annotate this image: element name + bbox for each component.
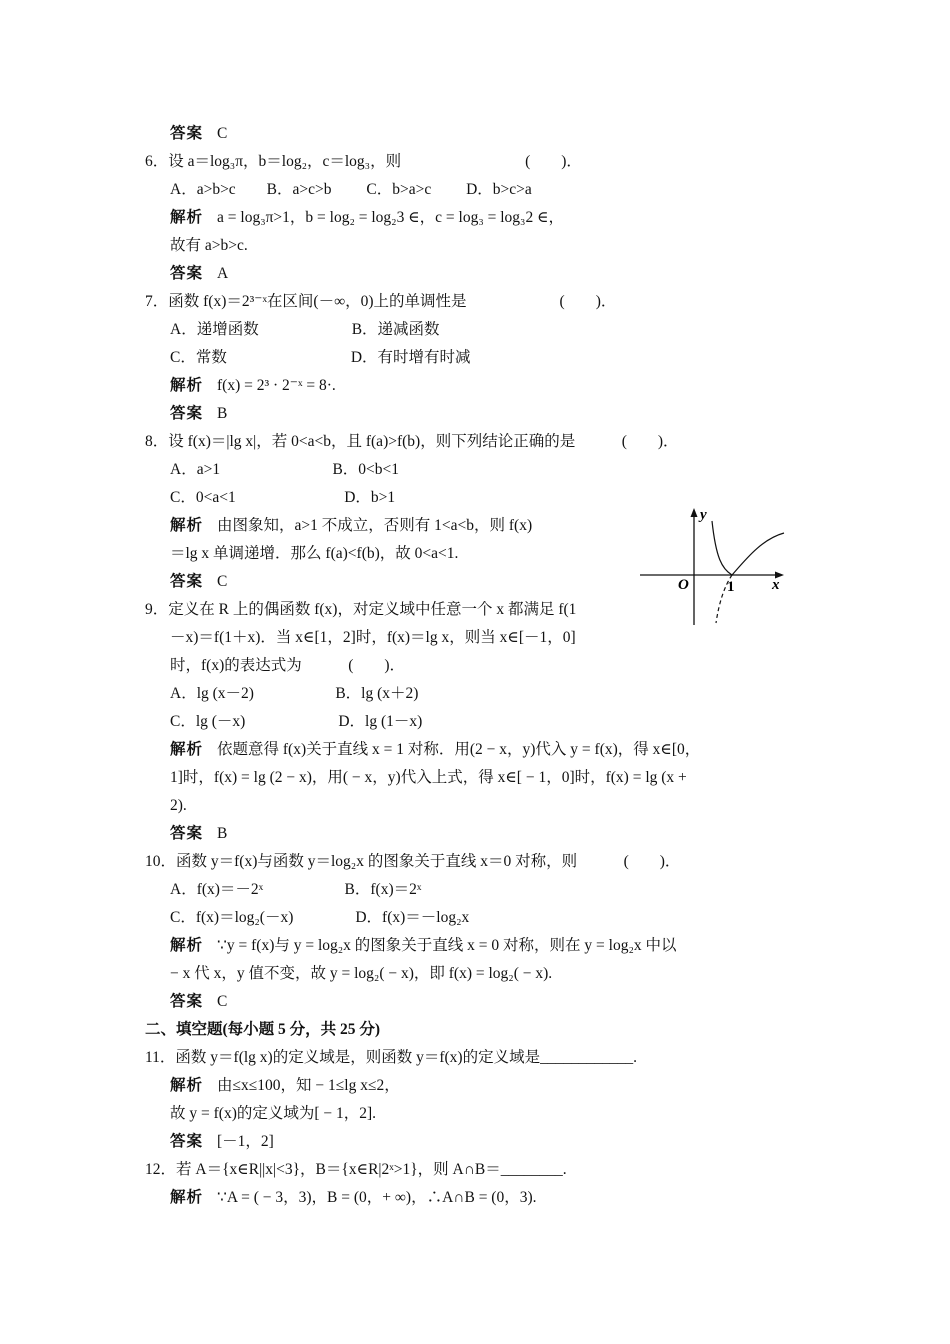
keyword-label: 答案 <box>170 1133 204 1150</box>
keyword-label: 答案 <box>170 405 204 422</box>
line-text: C <box>217 993 228 1010</box>
keyword-label: 答案 <box>170 125 204 142</box>
text-line <box>170 460 399 480</box>
text-line <box>145 1160 567 1180</box>
text-line <box>170 488 395 508</box>
text-line <box>170 908 469 928</box>
text-line <box>170 964 552 984</box>
keyword-label: 答案 <box>170 825 204 842</box>
line-text: B <box>217 825 228 842</box>
text-line <box>170 628 576 648</box>
line-text: 8．设 f(x)＝|lg x|，若 0<a<b，且 f(a)>f(b)，则下列结论正确的是 ( )． <box>145 433 679 450</box>
text-line <box>170 208 564 228</box>
text-line <box>170 348 471 368</box>
text-line <box>170 684 418 704</box>
text-line <box>170 712 422 732</box>
line-text: 依题意得 f(x)关于直线 x = 1 对称．用(2 − x，y)代入 y = f(x)，得 x∈[0， <box>217 741 701 758</box>
text-line <box>145 1048 637 1068</box>
text-line <box>170 180 532 200</box>
text-line <box>170 740 700 760</box>
line-text: A．a>1 B．0<b<1 <box>170 461 400 478</box>
text-line <box>145 152 582 172</box>
line-text: C．0<a<1 D．b>1 <box>170 489 396 506</box>
line-text: 时，f(x)的表达式为 ( )． <box>170 657 406 674</box>
line-text: C．f(x)＝log₂(－x) D．f(x)＝－log₂x <box>170 909 470 926</box>
text-line <box>170 1132 274 1152</box>
line-text: C <box>217 573 228 590</box>
x-label: x <box>772 577 780 593</box>
text-line <box>170 824 227 844</box>
line-text: [－1，2] <box>217 1133 274 1150</box>
text-line <box>170 796 187 816</box>
text-line <box>170 320 440 340</box>
line-text: 12．若 A＝{x∈R||x|<3}，B＝{x∈R|2ˣ>1}，则 A∩B＝________. <box>145 1161 567 1178</box>
line-text: 故 y = f(x)的定义域为[ − 1，2]. <box>170 1105 377 1122</box>
line-text: 11．函数 y＝f(lg x)的定义域是，则函数 y＝f(x)的定义域是____________. <box>145 1049 637 1066</box>
text-line <box>170 376 336 396</box>
keyword-label: 解析 <box>170 1189 204 1206</box>
one-label: 1 <box>727 579 735 595</box>
line-text: 2). <box>170 797 187 814</box>
text-line <box>170 656 405 676</box>
text-line <box>170 992 227 1012</box>
text-line <box>170 572 227 592</box>
keyword-label: 解析 <box>170 209 204 226</box>
y-axis-arrow-icon <box>691 508 698 517</box>
keyword-label: 解析 <box>170 937 204 954</box>
keyword-label: 解析 <box>170 517 204 534</box>
line-text: 二、填空题(每小题 5 分，共 25 分) <box>145 1021 381 1038</box>
text-line <box>170 768 687 788</box>
text-line <box>170 1076 400 1096</box>
origin-label: O <box>678 577 689 593</box>
log-graph-figure <box>636 503 788 629</box>
line-text: A <box>217 265 229 282</box>
line-text: 7．函数 f(x)＝2³⁻ˣ在区间(－∞，0)上的单调性是 ( )． <box>145 293 617 310</box>
line-text: f(x) = 2³ · 2⁻ˣ = 8·. <box>217 377 336 394</box>
line-text: ∵y = f(x)与 y = log₂x 的图象关于直线 x = 0 对称，则在 y = log₂x 中以 <box>217 937 677 954</box>
line-text: 故有 a>b>c. <box>170 237 248 254</box>
keyword-label: 解析 <box>170 1077 204 1094</box>
text-line <box>170 264 228 284</box>
text-line <box>170 404 227 424</box>
line-text: 1]时，f(x) = lg (2 − x)，用( − x，y)代入上式，得 x∈[ − 1，0]时，f(x) = lg (x + <box>170 769 687 786</box>
line-text: C．lg (－x) D．lg (1－x) <box>170 713 423 730</box>
keyword-label: 答案 <box>170 993 204 1010</box>
text-line <box>145 432 679 452</box>
line-text: C <box>217 125 228 142</box>
abs-lg-curve <box>712 521 784 575</box>
text-line <box>145 1020 380 1040</box>
line-text: ＝lg x 单调递增．那么 f(a)<f(b)，故 0<a<1. <box>170 545 459 562</box>
line-text: C．常数 D．有时增有时减 <box>170 349 471 366</box>
line-text: 由图象知，a>1 不成立，否则有 1<a<b，则 f(x) <box>217 517 533 534</box>
text-line <box>170 880 421 900</box>
text-line <box>170 936 677 956</box>
line-text: B <box>217 405 228 422</box>
text-line <box>170 236 248 256</box>
line-text: 9．定义在 R 上的偶函数 f(x)，对定义域中任意一个 x 都满足 f(1 <box>145 601 577 618</box>
line-text: A．lg (x－2) B．lg (x＋2) <box>170 685 419 702</box>
line-text: A．f(x)＝－2ˣ B．f(x)＝2ˣ <box>170 881 422 898</box>
keyword-label: 答案 <box>170 573 204 590</box>
text-line <box>170 124 227 144</box>
text-line <box>170 516 532 536</box>
keyword-label: 答案 <box>170 265 204 282</box>
line-text: 10．函数 y＝f(x)与函数 y＝log₂x 的图象关于直线 x＝0 对称，则 ( )． <box>145 853 681 870</box>
line-text: − x 代 x，y 值不变，故 y = log₂( − x)，即 f(x) = log₂( − x). <box>170 965 553 982</box>
keyword-label: 解析 <box>170 741 204 758</box>
text-line <box>145 292 616 312</box>
line-text: ∵A = ( − 3，3)，B = (0，+ ∞)，∴A∩B = (0，3). <box>217 1189 537 1206</box>
line-text: a = log₃π>1，b = log₂ = log₂3 ∈，c = log₃ = log₃2 ∈， <box>217 209 565 226</box>
line-text: －x)＝f(1＋x)．当 x∈[1，2]时，f(x)＝lg x，则当 x∈[－1，0] <box>170 629 576 646</box>
line-text: 由≤x≤100，知 − 1≤lg x≤2， <box>217 1077 400 1094</box>
line-text: A．递增函数 B．递减函数 <box>170 321 440 338</box>
text-line <box>170 544 458 564</box>
y-label: y <box>700 507 707 523</box>
keyword-label: 解析 <box>170 377 204 394</box>
text-line <box>145 600 576 620</box>
text-line <box>170 1104 376 1124</box>
text-line <box>170 1188 537 1208</box>
line-text: 6．设 a＝log₃π，b＝log₂，c＝log₃，则 ( )． <box>145 153 582 170</box>
text-line <box>145 852 680 872</box>
line-text: A．a>b>c B．a>c>b C．b>a>c D．b>c>a <box>170 181 532 198</box>
